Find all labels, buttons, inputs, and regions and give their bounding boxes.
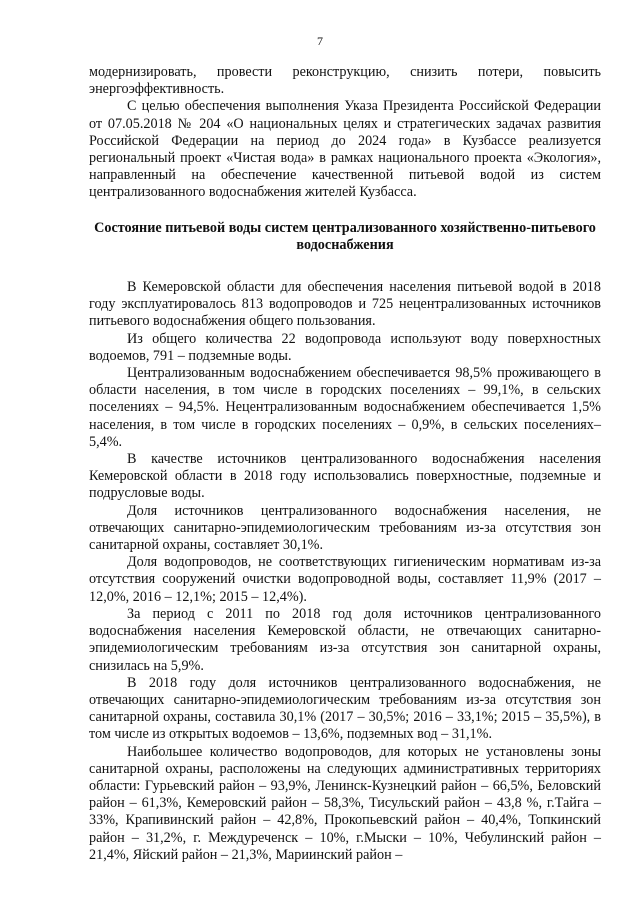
paragraph: В качестве источников централизованного водоснабжения населения Кемеровской области в 2018 году использовались поверхностные, подземные и подрусловые воды.: [89, 451, 601, 502]
paragraph: Доля водопроводов, не соответствующих гигиеническим нормативам из-за отсутствия сооружений очистки водопроводной воды, составляет 11,9% (2017 – 12,0%, 2016 – 12,1%; 2015 – 12,4%).: [89, 554, 601, 605]
paragraph: Централизованным водоснабжением обеспечивается 98,5% проживающего в области населения, в том числе в городских поселениях – 99,1%, в сельских поселениях – 94,5%. Нецентрализованным водоснабжением обеспечивается 1,5% населения, в том числе в городских поселениях – 0,9%, в сельских поселениях– 5,4%.: [89, 365, 601, 450]
document-body: [89, 64, 601, 864]
paragraph: За период с 2011 по 2018 год доля источников централизованного водоснабжения населения Кемеровской области, не отвечающих санитарно-эпидемиологическим требованиям из-за отсутствия зон санитарной охраны, снизилась на 5,9%.: [89, 605, 601, 674]
page-number: 7: [317, 34, 323, 48]
paragraph: Из общего количества 22 водопровода используют воду поверхностных водоемов, 791 – подземные воды.: [89, 330, 601, 364]
paragraph: С целью обеспечения выполнения Указа Президента Российской Федерации от 07.05.2018 № 204 «О национальных целях и стратегических задачах развития Российской Федерации на период до 2024 года» в Кузбассе реализуется региональный проект «Чистая вода» в рамках национального проекта «Экология», направленный на обеспечение качественной питьевой водой из систем централизованного водоснабжения жителей Кузбасса.: [89, 98, 601, 201]
section-heading: Состояние питьевой воды систем централизованного хозяйственно-питьевого водоснабжения: [94, 219, 596, 253]
paragraph: В 2018 году доля источников централизованного водоснабжения, не отвечающих санитарно-эпидемиологическим требованиям из-за отсутствия зон санитарной охраны, составила 30,1% (2017 – 30,5%; 2016 – 33,1%; 2015 – 35,5%), в том числе из открытых водоемов – 13,6%, подземных вод – 31,1%.: [89, 674, 601, 743]
paragraph: модернизировать, провести реконструкцию, снизить потери, повысить энергоэффективность.: [89, 64, 601, 98]
paragraph: В Кемеровской области для обеспечения населения питьевой водой в 2018 году эксплуатировалось 813 водопроводов и 725 нецентрализованных источников питьевого водоснабжения общего пользования.: [89, 279, 601, 330]
paragraph: Доля источников централизованного водоснабжения населения, не отвечающих санитарно-эпидемиологическим требованиям из-за отсутствия зон санитарной охраны, составляет 30,1%.: [89, 502, 601, 554]
paragraph: Наибольшее количество водопроводов, для которых не установлены зоны санитарной охраны, расположены на следующих административных территориях области: Гурьевский район – 93,9%, Ленинск-Кузнецкий район – 66,5%, Беловский район – 61,3%, Кемеровский район – 58,3%, Тисульский район – 43,8 %, г.Тайга – 33%, Крапивинский район – 42,8%, Прокопьевский район – 40,4%, Топкинский район – 31,2%, г. Междуреченск – 10%, г.Мыски – 10%, Чебулинский район – 21,4%, Яйский район – 21,3%, Мариинский район –: [89, 743, 601, 863]
